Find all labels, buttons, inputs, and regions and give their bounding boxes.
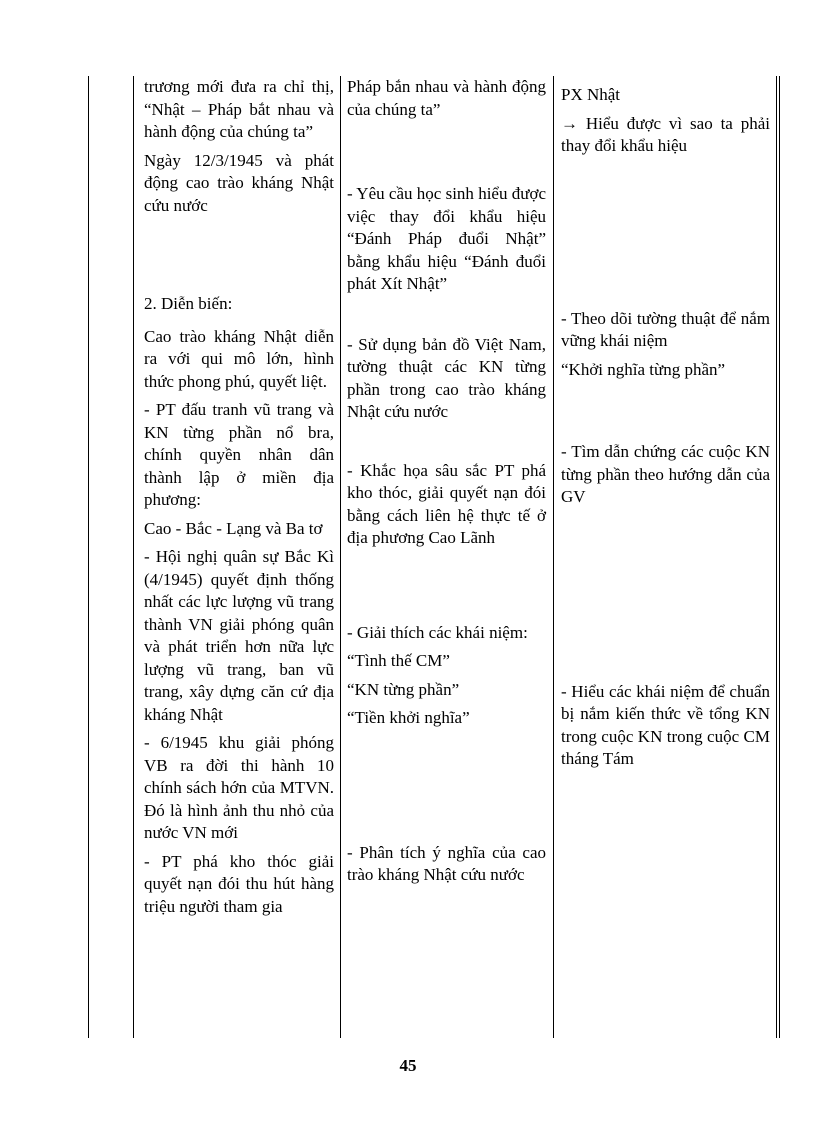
student-activity-column (561, 76, 770, 771)
page-number: 45 (399, 1056, 417, 1075)
table-right-border (776, 76, 780, 1038)
col2-term-3: “Tiền khởi nghĩa” (347, 708, 470, 727)
col2-para-4: - Khắc họa sâu sắc PT phá kho thóc, giải quyết nạn đói bằng cách liên hệ thực tế ở địa phương Cao Lãnh (347, 460, 546, 547)
col1-para-7: - 6/1945 khu giải phóng VB ra đời thi hành 10 chính sách hớn của MTVN. Đó là hình ảnh thu nhỏ của nước VN mới (144, 733, 334, 842)
col2-para-1: Pháp bắn nhau và hành động của chúng ta” (347, 77, 546, 119)
col3-para-1: PX Nhật (561, 85, 621, 104)
col1-para-3: Cao trào kháng Nhật diễn ra với qui mô lớn, hình thức phong phú, quyết liệt. (144, 326, 334, 391)
col2-para-2: - Yêu cầu học sinh hiểu được việc thay đổi khẩu hiệu “Đánh Pháp đuổi Nhật” bằng khẩu hiệu “Đánh đuổi phát Xít Nhật” (347, 184, 546, 293)
teacher-activity-column (347, 76, 546, 887)
col2-term-1: “Tình thế CM” (347, 651, 450, 670)
col1-para-4: - PT đấu tranh vũ trang và KN từng phần nổ bra, chính quyền nhân dân thành lập ở miền địa phương: (144, 400, 334, 509)
content-column (144, 76, 334, 918)
col2-para-5: - Giải thích các khái niệm: (347, 622, 528, 642)
col3-para-6: - Hiểu các khái niệm để chuẩn bị nắm kiến thức về tổng KN trong cuộc KN trong cuộc CM tháng Tám (561, 681, 770, 768)
col3-para-4: “Khởi nghĩa từng phần” (561, 359, 726, 379)
col3-para-2: → Hiểu được vì sao ta phải thay đổi khẩu hiệu (561, 113, 770, 155)
col3-para-3: - Theo dõi tường thuật để nắm vững khái niệm (561, 308, 770, 350)
col2-para-3: - Sử dụng bản đồ Việt Nam, tường thuật các KN từng phần trong cao trào kháng Nhật cứu nước (347, 334, 546, 421)
table-divider-1 (133, 76, 134, 1038)
col1-para-2: Ngày 12/3/1945 và phát động cao trào kháng Nhật cứu nước (144, 150, 334, 215)
col2-para-6: - Phân tích ý nghĩa của cao trào kháng Nhật cứu nước (347, 842, 546, 884)
col1-para-1: trương mới đưa ra chỉ thị, “Nhật – Pháp bắt nhau và hành động của chúng ta” (144, 77, 334, 141)
col1-para-8: - PT phá kho thóc giải quyết nạn đói thu hút hàng triệu người tham gia (144, 851, 334, 916)
table-divider-2 (340, 76, 341, 1038)
table-left-border (88, 76, 89, 1038)
col1-heading-dien-bien: 2. Diễn biến: (144, 294, 233, 313)
col1-para-5: Cao - Bắc - Lạng và Ba tơ (144, 518, 323, 538)
col2-term-2: “KN từng phần” (347, 679, 460, 699)
table-divider-3 (553, 76, 554, 1038)
col1-para-6: - Hội nghị quân sự Bắc Kì (4/1945) quyết định thống nhất các lực lượng vũ trang thành VN giải phóng quân và phát triển hơn nữa lực lượng vũ trang, ban vũ trang, xây dựng căn cứ địa kháng Nhật (144, 547, 334, 724)
col3-para-5: - Tìm dẫn chứng các cuộc KN từng phần theo hướng dẫn của GV (561, 442, 770, 506)
